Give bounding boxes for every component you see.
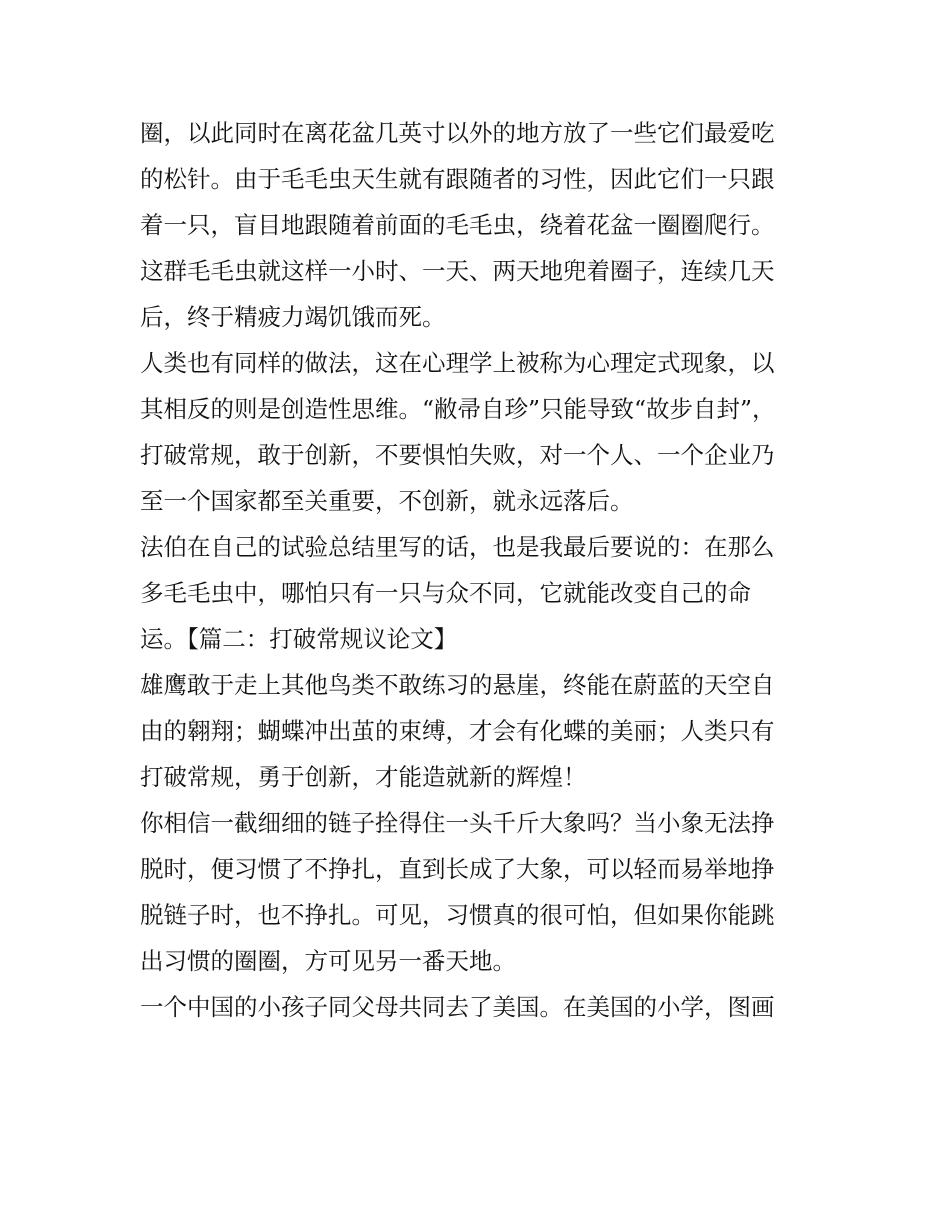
text-line: 着一只，盲目地跟随着前面的毛毛虫，绕着花盆一圈圈爬行。 [140,211,775,239]
text-line: 多毛毛虫中，哪怕只有一只与众不同，它就能改变自己的命 [140,579,751,607]
text-line: 圈，以此同时在离花盆几英寸以外的地方放了一些它们最爱吃 [140,119,775,147]
text-line: 出习惯的圈圈，方可见另一番天地。 [140,947,516,975]
text-line: 脱时，便习惯了不挣扎，直到长成了大象，可以轻而易举地挣 [140,855,775,883]
text-line: 的松针。由于毛毛虫天生就有跟随者的习性，因此它们一只跟 [140,165,775,193]
text-line: 雄鹰敢于走上其他鸟类不敢练习的悬崖，终能在蔚蓝的天空自 [140,671,775,699]
text-line: 打破常规，勇于创新，才能造就新的辉煌！ [140,763,587,791]
text-line: 打破常规，敢于创新，不要惧怕失败，对一个人、一个企业乃 [140,441,775,469]
text-line: 后，终于精疲力竭饥饿而死。 [140,303,446,331]
text-line: 你相信一截细细的链子拴得住一头千斤大象吗？当小象无法挣 [140,809,775,837]
text-line: 其相反的则是创造性思维。“敝帚自珍”只能导致“故步自封”， [140,395,776,423]
text-line: 脱链子时，也不挣扎。可见，习惯真的很可怕，但如果你能跳 [140,901,775,929]
body-text [140,110,820,1030]
text-line: 这群毛毛虫就这样一小时、一天、两天地兜着圈子，连续几天 [140,257,775,285]
section-heading-line: 运。【篇二：打破常规议论文】 [140,625,458,653]
text-line: 法伯在自己的试验总结里写的话，也是我最后要说的：在那么 [140,533,775,561]
text-line: 由的翱翔；蝴蝶冲出茧的束缚，才会有化蝶的美丽；人类只有 [140,717,775,745]
text-line: 一个中国的小孩子同父母共同去了美国。在美国的小学，图画 [140,993,775,1021]
text-line: 至一个国家都至关重要，不创新，就永远落后。 [140,487,634,515]
text-line: 人类也有同样的做法，这在心理学上被称为心理定式现象，以 [140,349,775,377]
